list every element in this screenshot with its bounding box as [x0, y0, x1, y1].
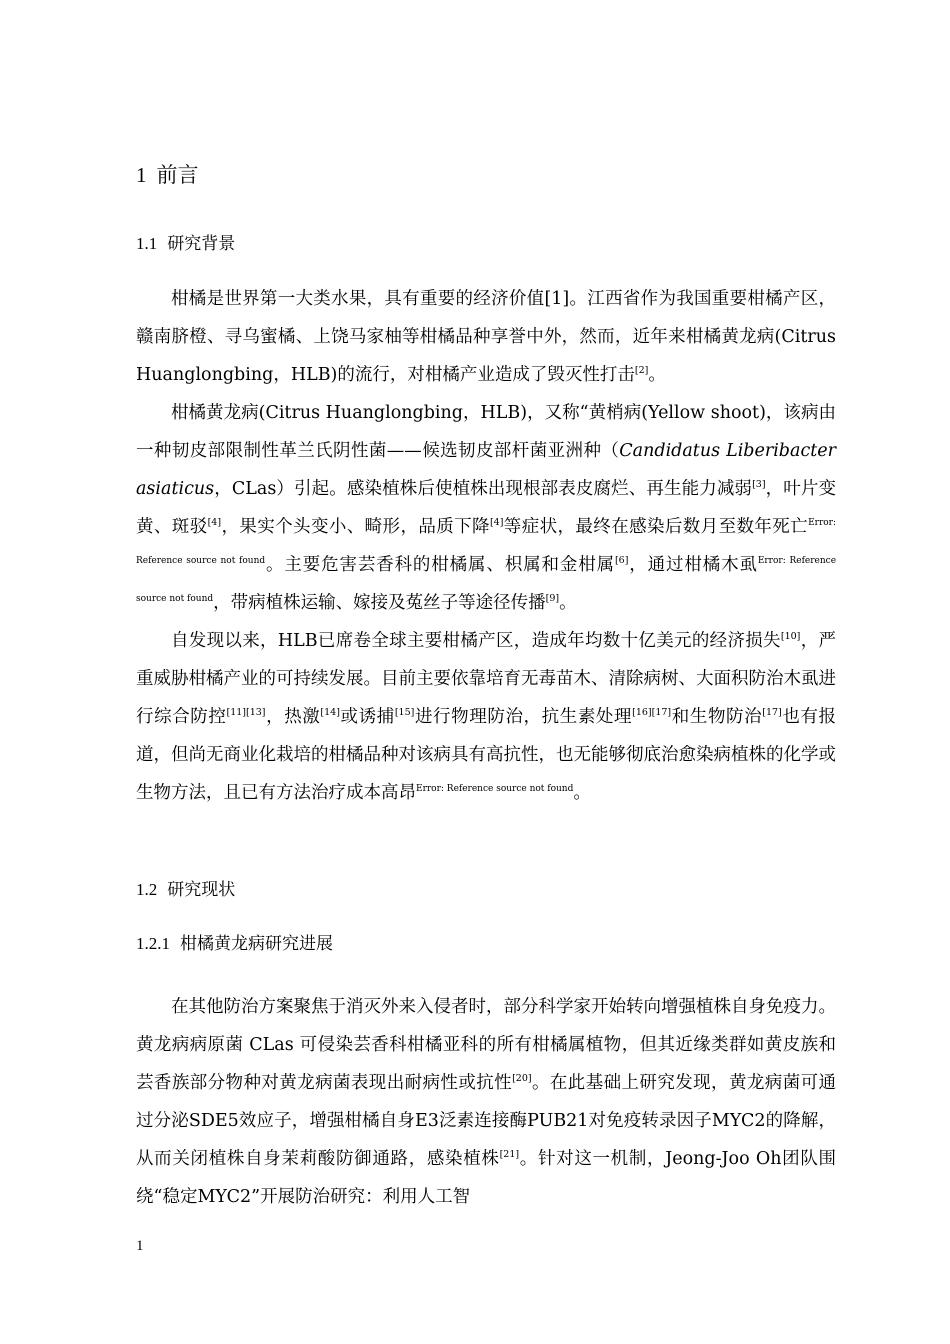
reference-error: Error: Reference source not found — [136, 518, 837, 566]
section-title: 柑橘黄龙病研究进展 — [180, 934, 333, 954]
citation: [21] — [499, 1149, 520, 1160]
chapter-title: 前言 — [156, 163, 199, 187]
citation: [6] — [614, 555, 629, 566]
research-progress-text — [136, 988, 836, 1216]
chapter-heading — [136, 160, 199, 190]
section-heading-1-2 — [136, 878, 235, 902]
citation: [4] — [207, 517, 222, 528]
section-heading-1-1 — [136, 232, 235, 256]
section-title: 研究现状 — [167, 880, 236, 900]
section-title: 研究背景 — [167, 234, 236, 254]
citation: [17] — [762, 707, 782, 718]
citation: [11][13] — [226, 707, 266, 718]
citation: [3] — [752, 479, 766, 490]
paragraph-2: 柑橘黄龙病(Citrus Huanglongbing，HLB)，又称“黄梢病(Yellow shoot)，该病由一种韧皮部限制性革兰氏阴性菌——候选韧皮部杆菌亚洲种（Candidatus Liberibacter asiaticus，CLas）引起。感染植株后使植株出现根部表皮腐烂、再生能力减弱[3]，叶片变黄、斑驳[4]，果实个头变小、畸形，品质下降[4]等症状，最终在感染后数月至数年死亡$^{Error: Reference source not found}$。主要危害芸香科的柑橘属、枳属和金柑属[6]，通过柑橘木虱$^{Error: Reference source not found}$，带病植株运输、嫁接及菟丝子等途径传播[9]。 — [136, 403, 837, 613]
paragraph-3: 自发现以来，HLB已席卷全球主要柑橘产区，造成年均数十亿美元的经济损失[10]，严重威胁柑橘产业的可持续发展。目前主要依靠培育无毒苗木、清除病树、大面积防治木虱进行综合防控[11][13]，热激[14]或诱捕[15]进行物理防治，抗生素处理[16][17]和生物防治[17]也有报道，但尚无商业化栽培的柑橘品种对该病具有高抗性，也无能够彻底治愈染病植株的化学或生物方法，且已有方法治疗成本高昂$^{Error: Reference source not found}$。 — [136, 631, 837, 803]
paragraph-1: 柑橘是世界第一大类水果，具有重要的经济价值[1]。江西省作为我国重要柑橘产区，赣南脐橙、寻乌蜜橘、上饶马家柚等柑橘品种享誉中外，然而，近年来柑橘黄龙病(Citrus Huanglongbing，HLB)的流行，对柑橘产业造成了毁灭性打击[2]。 — [136, 289, 836, 385]
citation: [9] — [545, 593, 560, 604]
citation: [10] — [780, 631, 801, 642]
chapter-number: 1 — [136, 163, 147, 187]
page-number: 1 — [136, 1238, 144, 1254]
species-name: Candidatus Liberibacter asiaticus — [136, 441, 837, 499]
citation: [20] — [512, 1073, 532, 1084]
citation: [16][17] — [632, 707, 672, 718]
section-number: 1.2 — [136, 880, 158, 899]
paragraph-4: 在其他防治方案聚焦于消灭外来入侵者时，部分科学家开始转向增强植株自身免疫力。黄龙病病原菌 CLas 可侵染芸香科柑橘亚科的所有柑橘属植物，但其近缘类群如黄皮族和芸香族部分物种对黄龙病菌表现出耐病性或抗性[20]。在此基础上研究发现，黄龙病菌可通过分泌SDE5效应子，增强柑橘自身E3泛素连接酶PUB21对免疫转录因子MYC2的降解，从而关闭植株自身茉莉酸防御通路，感染植株[21]。针对这一机制，Jeong-Joo Oh团队围绕“稳定MYC2”开展防治研究：利用人工智 — [136, 997, 837, 1207]
citation: [4] — [489, 517, 504, 528]
citation: [2] — [634, 365, 649, 376]
reference-error: Error: Reference source not found — [136, 556, 837, 604]
citation: [14] — [320, 707, 340, 718]
section-number: 1.1 — [136, 234, 158, 253]
citation: [15] — [394, 707, 415, 718]
section-heading-1-2-1 — [136, 932, 333, 956]
reference-error: Error: Reference source not found — [416, 784, 574, 794]
background-text — [136, 280, 836, 812]
section-number: 1.2.1 — [136, 934, 170, 953]
